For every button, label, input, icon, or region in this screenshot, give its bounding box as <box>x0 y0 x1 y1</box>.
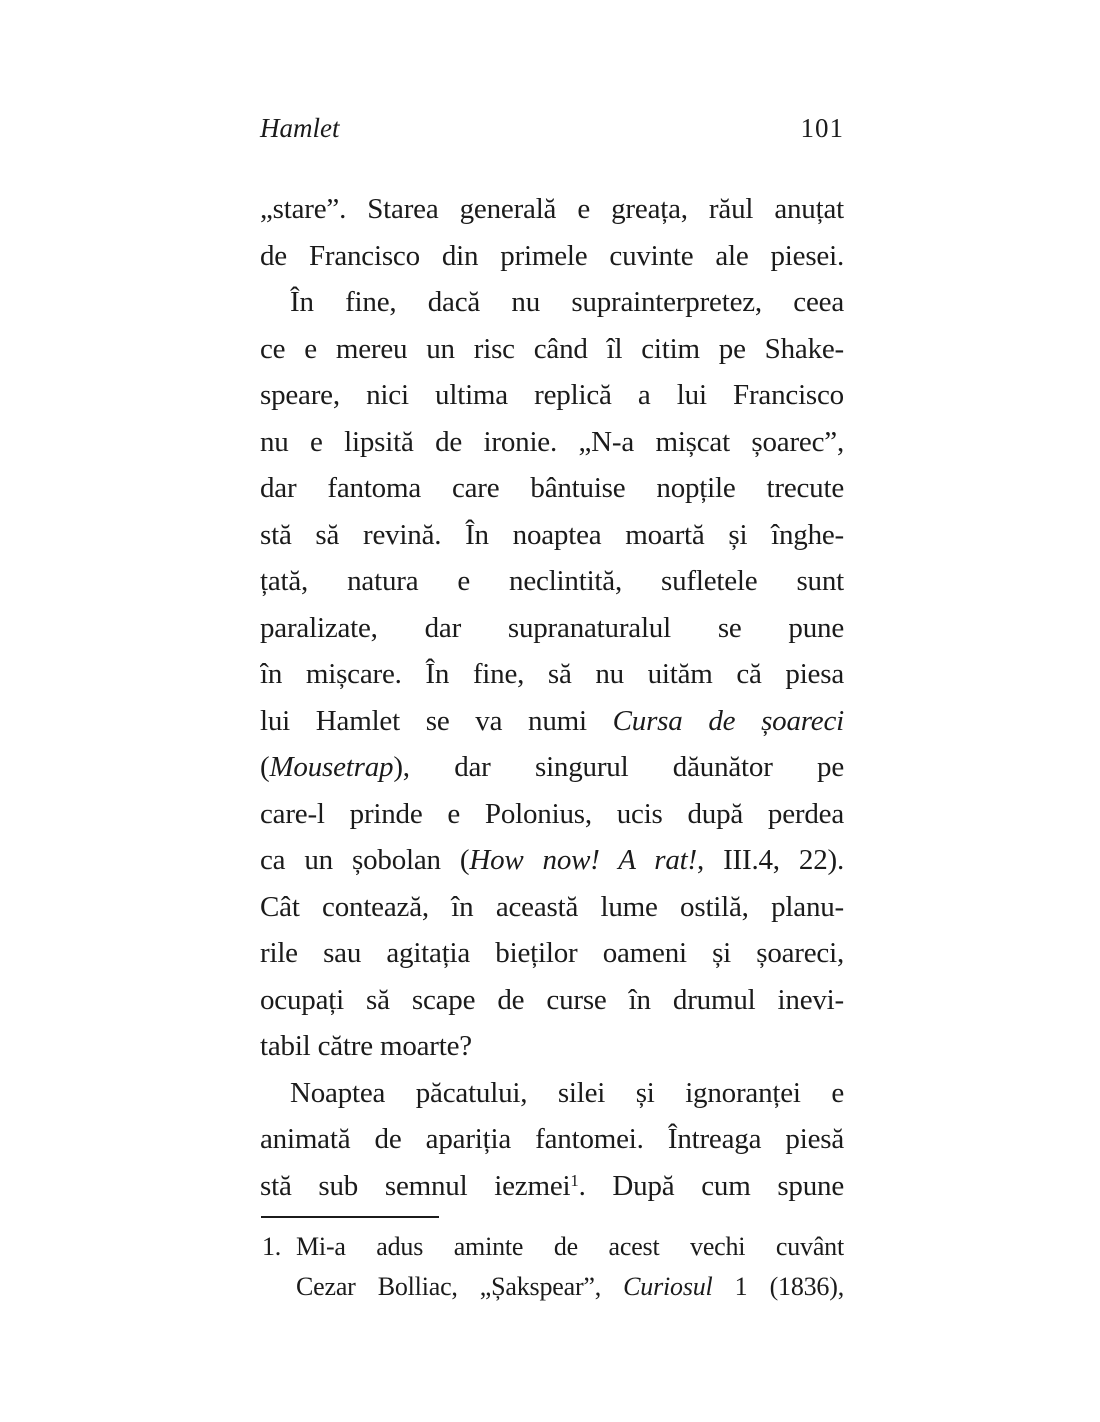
text-run: animată de apariția fantomei. Întreaga piesă <box>260 1123 844 1155</box>
text-run: dar fantoma care bântuise nopțile trecute <box>260 472 844 504</box>
text-run: stă să revină. În noaptea moartă și înghe- <box>260 518 844 551</box>
text-run: „stare”. Starea generală e greața, răul anuțat <box>260 193 844 225</box>
text-run: În fine, dacă nu suprainterpretez, ceea <box>290 286 844 318</box>
footnote-separator <box>261 1216 439 1218</box>
text-run: Cezar Bolliac, „Șakspear”, <box>296 1272 624 1301</box>
text-run: rile sau agitația bieților oameni și șoareci, <box>260 937 844 969</box>
body-line <box>260 233 844 280</box>
body-line <box>260 326 844 373</box>
text-run: paralizate, dar supranaturalul se pune <box>260 611 844 644</box>
text-run: 1 (1836), <box>712 1272 844 1301</box>
body-line <box>260 698 844 745</box>
text-run: Mi-a adus aminte de acest vechi cuvânt <box>296 1232 844 1261</box>
footnote-reference: 1 <box>570 1171 579 1191</box>
text-run: . După cum spune <box>578 1169 844 1202</box>
text-run: ), dar singurul dăunător pe <box>393 751 844 783</box>
body-line <box>260 558 844 605</box>
text-run: Cursa de șoareci <box>612 704 844 737</box>
text-run: în mișcare. În fine, să nu uităm că piesa <box>260 658 844 690</box>
footnote <box>260 1227 844 1307</box>
body-line <box>260 1163 844 1210</box>
footnote-line <box>260 1227 844 1267</box>
text-run: How now! A rat! <box>469 844 697 876</box>
body-line <box>260 1070 844 1117</box>
text-run: speare, nici ultima replică a lui Francisco <box>260 379 844 411</box>
body-line <box>260 977 844 1024</box>
body-line <box>260 1023 844 1070</box>
body-line <box>260 837 844 884</box>
text-run: țată, natura e neclintită, sufletele sunt <box>260 565 844 597</box>
text-run: ( <box>260 751 270 783</box>
text-run: Curiosul <box>623 1272 713 1301</box>
body-line <box>260 605 844 652</box>
text-run: ca un șobolan ( <box>260 844 470 876</box>
body-line <box>260 465 844 512</box>
text-run: Cât contează, în această lume ostilă, planu- <box>260 890 844 923</box>
text-run: ce e mereu un risc când îl citim pe Shake- <box>260 332 844 365</box>
text-run: , III.4, 22). <box>697 844 844 876</box>
footnote-marker: 1. <box>262 1232 282 1261</box>
running-title: Hamlet <box>260 113 340 143</box>
text-run: Noaptea păcatului, silei și ignoranței e <box>290 1076 844 1109</box>
text-run: lui Hamlet se va numi <box>260 704 613 737</box>
body-line <box>260 279 844 326</box>
body-line <box>260 791 844 838</box>
body-text <box>260 186 844 1209</box>
text-run: ocupați să scape de curse în drumul inevi- <box>260 983 844 1016</box>
body-line <box>260 744 844 791</box>
footnote-line <box>260 1267 844 1307</box>
body-line <box>260 651 844 698</box>
text-run: nu e lipsită de ironie. „N-a mișcat șoarec”, <box>260 425 844 458</box>
text-run: tabil către moarte? <box>260 1030 472 1062</box>
running-header <box>260 112 844 144</box>
body-line <box>260 930 844 977</box>
text-run: care-l prinde e Polonius, ucis după perdea <box>260 797 844 830</box>
body-line <box>260 1116 844 1163</box>
body-line <box>260 884 844 931</box>
body-line <box>260 186 844 233</box>
body-line <box>260 419 844 466</box>
body-line <box>260 372 844 419</box>
body-line <box>260 512 844 559</box>
text-run: Mousetrap <box>269 751 394 783</box>
page-number: 101 <box>800 113 844 143</box>
text-run: de Francisco din primele cuvinte ale piesei. <box>260 239 844 272</box>
text-run: stă sub semnul iezmei <box>260 1169 571 1202</box>
